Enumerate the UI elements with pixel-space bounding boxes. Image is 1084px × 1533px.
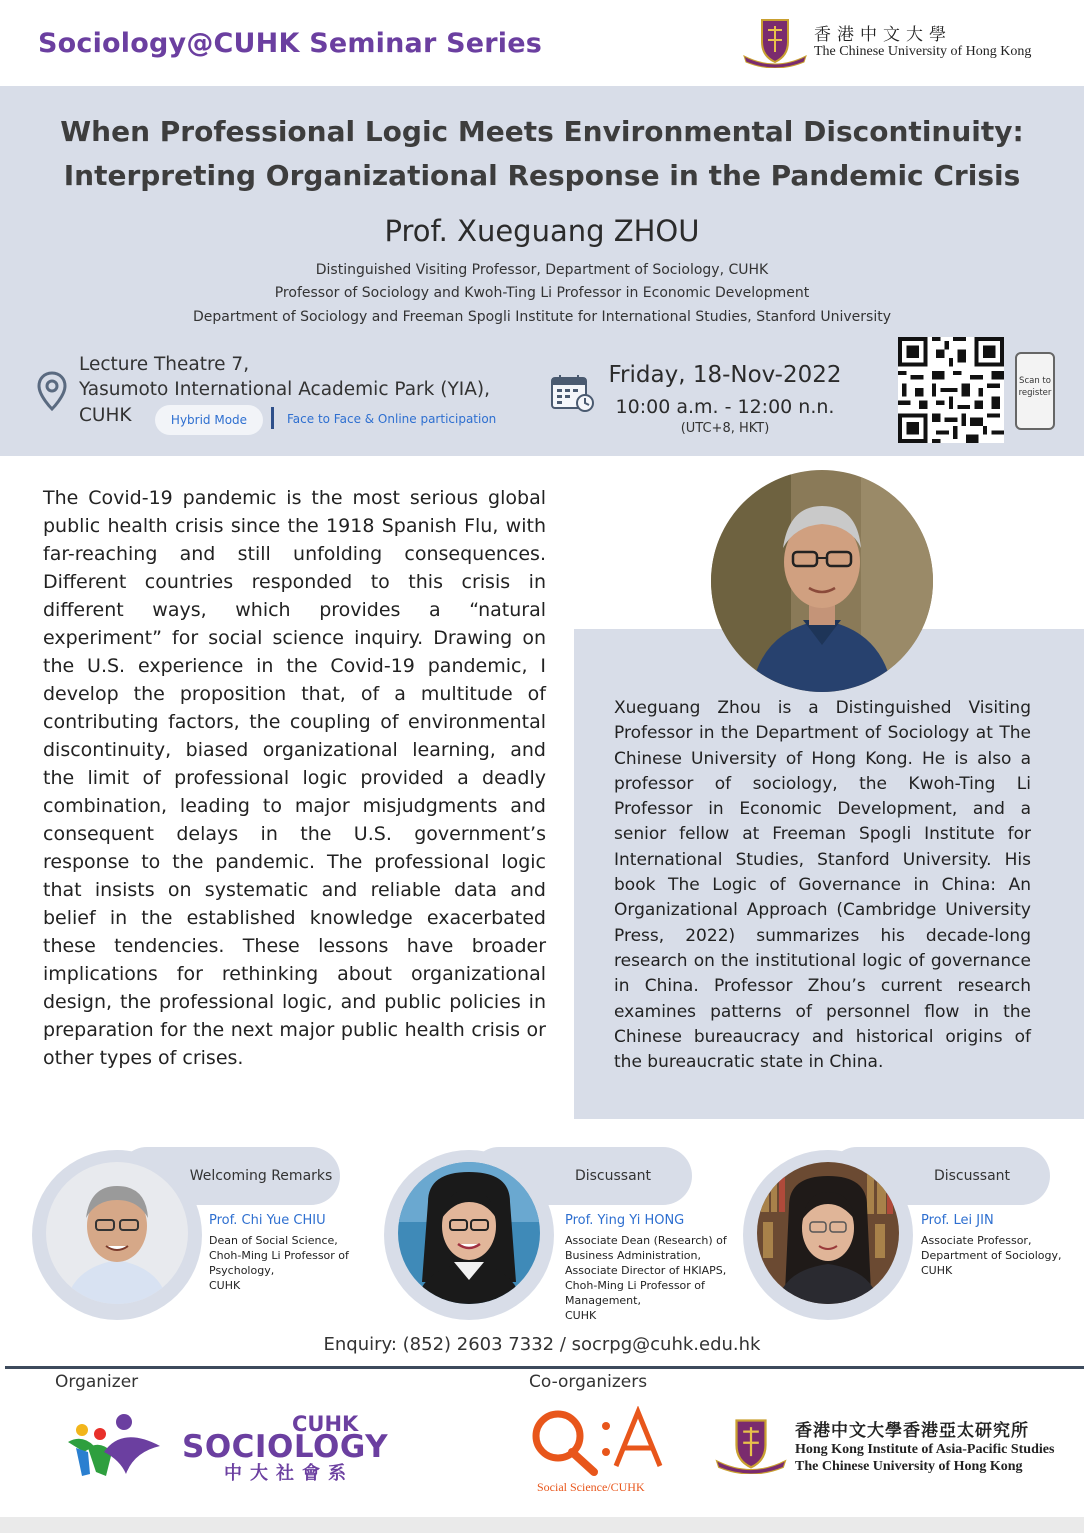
hybrid-mode-badge: Hybrid Mode — [155, 405, 263, 435]
speaker-affiliation-3: Department of Sociology and Freeman Spogli Institute for International Studies, Stanford University — [192, 309, 891, 325]
desc-line: Choh-Ming Li Professor of — [209, 1249, 349, 1262]
co-organizers-label: Co-organizers — [529, 1372, 648, 1392]
hkiaps-name-chinese: 香港中文大學香港亞太研究所 — [795, 1421, 1029, 1441]
talk-title — [30, 110, 1054, 198]
talk-abstract: The Covid-19 pandemic is the most serious global public health crisis since the 1918 Spanish Flu, with far-reaching and still unfolding consequences. Different countries responded to this crisis in different ways, which provides a “natural experiment” for social science inquiry. Drawing on the U.S. experience in the Covid-19 pandemic, I develop the proposition that, of a multitude of contributing factors, the coupling of environmental discontinuity, biased organizational learning, and the limit of professional logic provided a deadly combination, leading to major misjudgments and consequent delays in the U.S. government’s response to the pandemic. The professional logic that insists on systematic and reliable data and belief in the established knowledge exacerbated these tendencies. These lessons have broader implications for rethinking about organizational design, the professional logic, and public policies in preparation for the next major public health crisis or other types of crises. — [43, 487, 546, 1069]
desc-line: Associate Dean (Research) of — [565, 1234, 727, 1247]
desc-line: Business Administration, — [565, 1249, 701, 1262]
desc-line: CUHK — [209, 1279, 241, 1292]
desc-line: CUHK — [921, 1264, 953, 1277]
panelist-name: Prof. Lei JIN — [921, 1213, 994, 1228]
university-name-chinese: 香港中文大學 — [814, 25, 952, 45]
sociology-logo-chinese: 中大社會系 — [224, 1463, 354, 1484]
qa-logo-subtitle: Social Science/CUHK — [537, 1480, 645, 1494]
sociology-logo-cuhk: CUHK — [292, 1412, 359, 1436]
speaker-affiliation-1: Distinguished Visiting Professor, Department of Sociology, CUHK — [315, 262, 769, 278]
desc-line: Associate Professor, — [921, 1234, 1032, 1247]
panelist-description — [921, 1233, 1071, 1278]
event-timezone: (UTC+8, HKT) — [680, 421, 770, 436]
hkiaps-name-english: Hong Kong Institute of Asia-Pacific Studies — [795, 1442, 1055, 1457]
panelist-photo — [398, 1162, 540, 1304]
desc-line: Department of Sociology, — [921, 1249, 1062, 1262]
talk-title-line-1: When Professional Logic Meets Environmental Discontinuity: — [60, 115, 1024, 148]
desc-line: Choh-Ming Li Professor of — [565, 1279, 705, 1292]
venue-line-2: Yasumoto International Academic Park (YIA), — [79, 379, 490, 400]
hkiaps-crest-logo — [712, 1416, 790, 1474]
scan-text-2: register — [1018, 388, 1052, 398]
organizer-label: Organizer — [55, 1372, 139, 1392]
series-title: Sociology@CUHK Seminar Series — [38, 28, 543, 59]
cuhk-crest-logo — [742, 16, 808, 68]
university-name-english: The Chinese University of Hong Kong — [814, 44, 1032, 59]
speaker-name: Prof. Xueguang ZHOU — [384, 214, 700, 248]
location-pin-icon — [36, 371, 68, 411]
talk-title-line-2: Interpreting Organizational Response in the Pandemic Crisis — [63, 159, 1021, 192]
participation-mode: Face to Face & Online participation — [287, 412, 497, 426]
event-time: 10:00 a.m. - 12:00 n.n. — [615, 396, 835, 418]
divider — [271, 407, 274, 429]
sociology-logo-word: SOCIOLOGY — [182, 1429, 389, 1465]
panelist-description — [209, 1233, 369, 1293]
panelist-role: Discussant — [933, 1168, 1011, 1184]
venue-line-1: Lecture Theatre 7, — [79, 354, 250, 375]
registration-qr-code[interactable] — [898, 337, 1004, 443]
sociology-figures-logo — [62, 1412, 162, 1478]
panelist-name: Prof. Ying Yi HONG — [565, 1213, 685, 1228]
panelist-name: Prof. Chi Yue CHIU — [209, 1213, 326, 1228]
scan-to-register-text — [1017, 375, 1053, 399]
footer-strip — [0, 1517, 1084, 1533]
speaker-affiliation-2: Professor of Sociology and Kwoh-Ting Li Professor in Economic Development — [274, 285, 810, 301]
panelist-photo — [757, 1162, 899, 1304]
panelist-photo — [46, 1162, 188, 1304]
desc-line: Psychology, — [209, 1264, 275, 1277]
panelist-role: Discussant — [574, 1168, 652, 1184]
panelist-description — [565, 1233, 735, 1323]
speaker-portrait — [711, 470, 933, 692]
hkiaps-university-english: The Chinese University of Hong Kong — [795, 1459, 1023, 1474]
enquiry-contact: Enquiry: (852) 2603 7332 / socrpg@cuhk.edu.hk — [323, 1334, 761, 1355]
desc-line: Dean of Social Science, — [209, 1234, 338, 1247]
venue-line-3: CUHK — [79, 405, 132, 426]
desc-line: Management, — [565, 1294, 641, 1307]
footer-divider — [5, 1366, 1084, 1369]
qa-logo — [530, 1406, 666, 1480]
desc-line: Associate Director of HKIAPS, — [565, 1264, 727, 1277]
event-date: Friday, 18-Nov-2022 — [608, 362, 842, 388]
speaker-bio: Xueguang Zhou is a Distinguished Visiting Professor in the Department of Sociology at The Chinese University of Hong Kong. He is also a professor of sociology, the Kwoh-Ting Li Professor in Economic Development, and a senior fellow at Freeman Spogli Institute for International Studies, Stanford University. His book The Logic of Governance in China: An Organizational Approach (Cambridge University Press, 2022) summarizes his decade-long research on the institutional logic of governance in China. Professor Zhou’s current research examines patterns of personnel flow in the Chinese bureaucracy and historical origins of the bureaucratic state in China. — [614, 698, 1031, 1073]
panelist-role: Welcoming Remarks — [189, 1168, 333, 1184]
scan-text-1: Scan to — [1019, 376, 1051, 386]
desc-line: CUHK — [565, 1309, 597, 1322]
